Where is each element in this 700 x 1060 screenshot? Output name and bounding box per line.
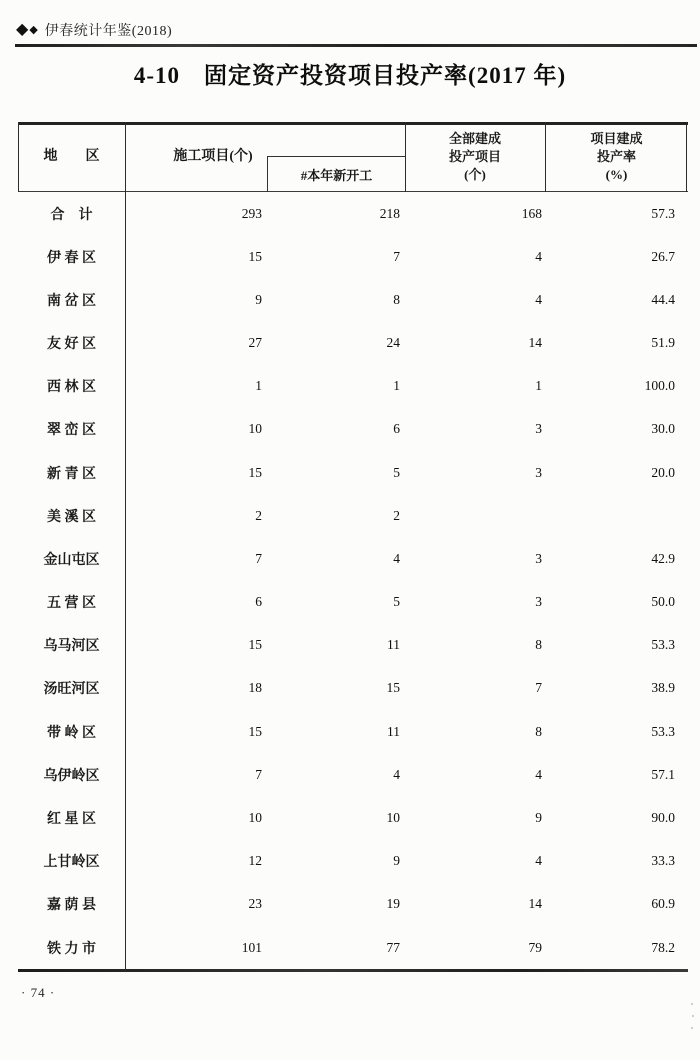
construction-cell: 7 — [255, 550, 262, 566]
rate-cell: 90.0 — [651, 809, 675, 825]
region-cell: 嘉 荫 县 — [47, 898, 96, 914]
new-started-cell: 7 — [393, 248, 400, 264]
new-started-header-box — [267, 156, 405, 192]
rate-header-line: (%) — [605, 167, 628, 182]
construction-cell: 9 — [255, 291, 262, 307]
new-started-cell: 9 — [393, 853, 400, 869]
scan-artifact-dot — [691, 1027, 693, 1029]
table-row — [18, 926, 688, 969]
region-cell: 铁 力 市 — [47, 941, 96, 957]
completed-header-line: 投产项目 — [448, 149, 501, 164]
construction-cell: 7 — [255, 766, 262, 782]
region-cell: 汤旺河区 — [43, 682, 100, 698]
completed-cell: 4 — [535, 766, 542, 782]
completed-cell: 79 — [528, 939, 542, 955]
rate-cell: 78.2 — [651, 939, 675, 955]
rate-header-line: 投产率 — [596, 149, 636, 164]
region-cell: 南 岔 区 — [47, 293, 96, 309]
rate-cell: 44.4 — [651, 291, 675, 307]
rate-cell: 51.9 — [651, 335, 675, 351]
new-started-cell: 6 — [393, 421, 400, 437]
region-cell: 美 溪 区 — [47, 509, 96, 525]
new-started-cell: 2 — [393, 507, 400, 523]
rate-cell: 38.9 — [651, 680, 675, 696]
region-cell: 友 好 区 — [47, 337, 96, 353]
construction-cell: 27 — [248, 335, 262, 351]
completed-cell: 3 — [535, 550, 542, 566]
new-started-cell: 4 — [393, 550, 400, 566]
yearbook-title: 伊春统计年鉴(2018) — [44, 24, 173, 39]
new-started-cell: 5 — [393, 464, 400, 480]
construction-cell: 2 — [255, 507, 262, 523]
construction-cell: 10 — [248, 421, 262, 437]
construction-cell: 10 — [248, 809, 262, 825]
region-cell: 翠 峦 区 — [47, 423, 96, 439]
rate-cell: 42.9 — [651, 550, 675, 566]
region-cell: 上甘岭区 — [43, 855, 100, 871]
completed-cell: 7 — [535, 680, 542, 696]
rate-cell: 100.0 — [644, 378, 675, 394]
table-bottom-border — [18, 969, 688, 972]
construction-cell: 1 — [255, 378, 262, 394]
completed-cell: 1 — [535, 378, 542, 394]
region-cell: 五 营 区 — [47, 596, 96, 612]
completed-cell: 4 — [535, 248, 542, 264]
rate-cell: 33.3 — [651, 853, 675, 869]
table-row — [18, 667, 688, 710]
completed-header-line: (个) — [464, 167, 486, 182]
completed-cell: 14 — [528, 896, 542, 912]
completed-cell: 4 — [535, 853, 542, 869]
construction-cell: 15 — [248, 464, 262, 480]
table-row — [18, 322, 688, 365]
new-started-cell: 24 — [386, 335, 400, 351]
table-row — [18, 840, 688, 883]
region-cell: 乌马河区 — [43, 639, 100, 655]
completed-cell: 3 — [535, 421, 542, 437]
page-title: 4-10 固定资产投资项目投产率(2017 年) — [133, 63, 567, 88]
table-row — [18, 192, 688, 235]
table-row — [18, 408, 688, 451]
book-header — [16, 19, 172, 41]
rate-cell: 57.3 — [651, 205, 675, 221]
table-row — [18, 365, 688, 408]
construction-cell: 293 — [241, 205, 262, 221]
table-row — [18, 710, 688, 753]
region-cell: 带 岭 区 — [47, 725, 96, 741]
completed-cell: 8 — [535, 723, 542, 739]
completed-header-line: 全部建成 — [448, 131, 501, 146]
construction-cell: 15 — [248, 248, 262, 264]
table-row — [18, 235, 688, 278]
construction-cell: 15 — [248, 723, 262, 739]
region-cell: 伊 春 区 — [47, 250, 96, 266]
header-rule-divider — [15, 44, 697, 47]
region-cell: 新 青 区 — [47, 466, 96, 482]
new-started-cell: 10 — [386, 809, 400, 825]
completed-cell: 9 — [535, 809, 542, 825]
table-row — [18, 451, 688, 494]
new-started-cell: 19 — [386, 896, 400, 912]
new-started-cell: 15 — [386, 680, 400, 696]
construction-cell: 18 — [248, 680, 262, 696]
rate-cell: 26.7 — [651, 248, 675, 264]
table-body — [18, 192, 688, 969]
region-cell: 西 林 区 — [47, 380, 96, 396]
rate-cell: 20.0 — [651, 464, 675, 480]
rate-cell: 53.3 — [651, 723, 675, 739]
completed-cell: 168 — [521, 205, 542, 221]
rate-cell: 50.0 — [651, 594, 675, 610]
new-started-cell: 4 — [393, 766, 400, 782]
new-started-cell: 77 — [386, 939, 400, 955]
region-cell: 红 星 区 — [47, 811, 96, 827]
construction-cell: 6 — [255, 594, 262, 610]
construction-cell: 23 — [248, 896, 262, 912]
completed-cell: 14 — [528, 335, 542, 351]
new-started-cell: 1 — [393, 378, 400, 394]
table-row — [18, 753, 688, 796]
completed-cell: 3 — [535, 464, 542, 480]
table-row — [18, 796, 688, 839]
completed-cell: 3 — [535, 594, 542, 610]
new-started-cell: 218 — [379, 205, 400, 221]
table-row — [18, 883, 688, 926]
rate-cell: 53.3 — [651, 637, 675, 653]
construction-column-header: 施工项目(个) — [173, 149, 253, 164]
new-started-cell: 8 — [393, 291, 400, 307]
table-row — [18, 581, 688, 624]
rate-column-header — [545, 122, 688, 192]
region-column-header: 地 区 — [43, 149, 100, 164]
rate-cell: 57.1 — [651, 766, 675, 782]
table-row — [18, 278, 688, 321]
new-started-column-header: #本年新开工 — [300, 168, 373, 183]
region-cell: 合 计 — [50, 207, 93, 223]
table-row — [18, 624, 688, 667]
completed-cell: 8 — [535, 637, 542, 653]
region-cell: 乌伊岭区 — [43, 768, 100, 784]
completed-cell: 4 — [535, 291, 542, 307]
table-row — [18, 494, 688, 537]
new-started-cell: 11 — [387, 637, 400, 653]
diamond-icon: ◆ — [16, 21, 29, 38]
data-table — [18, 122, 688, 972]
construction-cell: 12 — [248, 853, 262, 869]
rate-cell: 30.0 — [651, 421, 675, 437]
region-cell: 金山屯区 — [43, 552, 100, 568]
new-started-cell: 5 — [393, 594, 400, 610]
page-number: · 74 · — [21, 985, 56, 1000]
rate-header-line: 项目建成 — [590, 131, 643, 146]
table-row — [18, 537, 688, 580]
scan-artifact-dot — [691, 1003, 693, 1005]
new-started-cell: 11 — [387, 723, 400, 739]
diamond-icon: ◆ — [29, 23, 38, 36]
rate-cell: 60.9 — [651, 896, 675, 912]
construction-cell: 15 — [248, 637, 262, 653]
scan-artifact-dot — [692, 1015, 694, 1017]
completed-column-header — [405, 122, 545, 192]
construction-cell: 101 — [241, 939, 262, 955]
